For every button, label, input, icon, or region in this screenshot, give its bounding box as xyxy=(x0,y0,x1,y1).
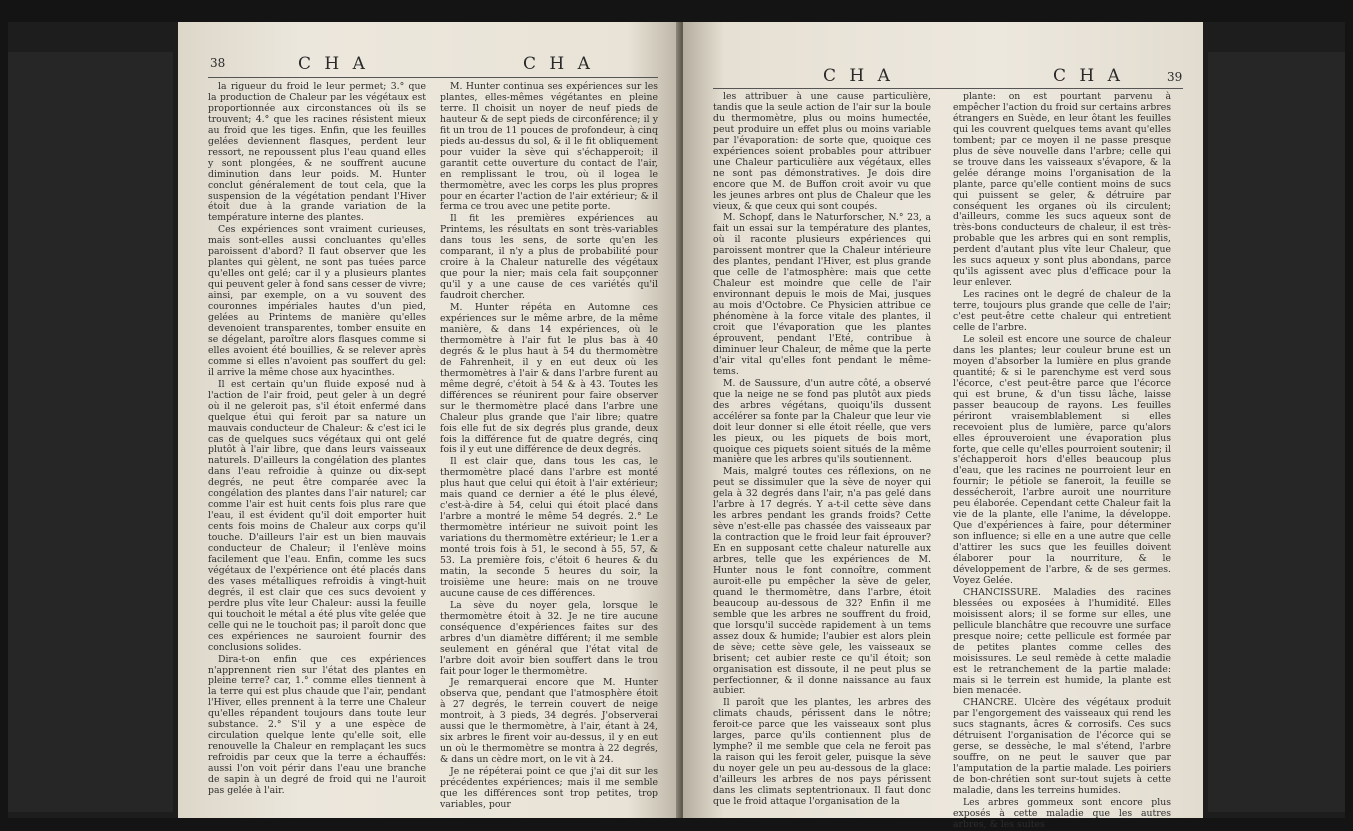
paragraph: M. Hunter répéta en Automne ces expériences sur le même arbre, de la même manière, & dans 14 expériences, où le thermomètre à l'air fut le plus bas à 40 degrés & le plus haut à 54 du thermomètre de Fahrenheit, il y en eut deux où les thermomètres à l'air & dans l'arbre furent au même degré, c'étoit à 54 & à 43. Toutes les différences se réunirent pour faire observer sur le thermomètre placé dans l'arbre une Chaleur plus grande que l'air libre; quatre fois elle fut de six degrés plus grande, deux fois la différence fut de quatre degrés, cinq fois il y eut une différence de deux degrés. xyxy=(440,302,658,456)
left-page-column-1 xyxy=(208,82,426,797)
paragraph: Les arbres gommeux sont encore plus exposés à cette maladie que les autres arbres, & les suites xyxy=(953,797,1171,830)
paragraph: M. de Saussure, d'un autre côté, a observé que la neige ne se fond pas plutôt aux pieds des arbres végétans, quoiqu'ils dussent accélérer sa fonte par la Chaleur que leur vie doit leur donner si elle étoit réelle, que vers les pieux, ou les piquets de bois mort, quoique ces piquets soient situés de la même manière que les arbres qu'ils soutiennent. xyxy=(713,377,931,466)
paragraph: plante: on est pourtant parvenu à empêcher l'action du froid sur certains arbres étrangers en Suède, en leur ôtant les feuilles qui les couvrent quelques tems avant qu'elles tombent; par ce moyen il ne passe presque plus de sève nouvelle dans l'arbre; celle qui se trouve dans les vaisseaux s'évapore, & la gelée dérange moins l'organisation de la plante, parce qu'elle contient moins de sucs qui puissent se geler, & détruire par conséquent les organes où ils circulent; d'ailleurs, comme les sucs aqueux sont de très-bons conducteurs de chaleur, il est très-probable que les arbres qui en sont remplis, perdent d'autant plus vîte leur Chaleur, que les sucs aqueux y sont plus abondans, parce qu'ils agissent avec plus d'efficace pour la leur enlever. xyxy=(953,91,1171,289)
right-page-column-2 xyxy=(953,91,1171,830)
paragraph: la rigueur du froid le leur permet; 3.° que la production de Chaleur par les végétaux est proportionnée aux circonstances où ils se trouvent; 4.° que les racines résistent mieux au froid que les tiges. Enfin, que les feuilles gelées deviennent flasques, perdent leur ressort, ne repoussent plus l'eau quand elles y sont plongées, & ne souffrent aucune diminution dans leur poids. M. Hunter conclut généralement de tout cela, que la suspension de la végétation pendant l'Hiver étoit due à la grande variation de la température interne des plantes. xyxy=(208,81,426,224)
paragraph: M. Schopf, dans le Naturforscher, N.° 23, a fait un essai sur la température des plantes, où il raconte plusieurs expériences qui paroissent montrer que la Chaleur intérieure des plantes, pendant l'Hiver, est plus grande que celle de l'atmosphère: mais que cette Chaleur est moindre que celle de l'air environnant depuis le mois de Mai, jusques au mois d'Octobre. Ce Physicien attribue ce phénomène à la force vitale des plantes, il croit que l'évaporation que les plantes éprouvent, pendant l'Eté, contribue à diminuer leur Chaleur, de même que la perte d'air vital qu'elles font pendant le même-tems. xyxy=(713,212,931,377)
paragraph: Il fit les premières expériences au Printems, les résultats en sont très-variables dans tous les sens, de sorte qu'en les comparant, il n'y a plus de probabilité pour croire à la Chaleur naturelle des végétaux que pour la nier; mais cela fait soupçonner qu'il y a une cause de ces variétés qu'il faudroit chercher. xyxy=(440,213,658,302)
right-page-number: 39 xyxy=(1167,70,1183,84)
paragraph: Je ne répéterai point ce que j'ai dit sur les précédentes expériences; mais il me semble que les différences sont trop petites, trop variables, pour xyxy=(440,766,658,810)
left-page-number: 38 xyxy=(210,56,226,70)
left-running-head-2: C H A xyxy=(523,54,594,74)
paragraph: Je remarquerai encore que M. Hunter observa que, pendant que l'atmosphère étoit à 27 degrés, le terrein couvert de neige montroit, à 3 pieds, 34 degrés. J'observerai aussi que le thermomètre, à l'air, étant à 24, six arbres le firent voir au-dessus, il y en eut un où le thermomètre se montra à 22 degrés, & dans un cèdre mort, on le vit à 24. xyxy=(440,677,658,766)
left-header-rule xyxy=(208,77,658,78)
paragraph: Dira-t-on enfin que ces expériences n'apprennent rien sur l'état des plantes en pleine terre? car, 1.° comme elles tiennent à la terre qui est plus chaude que l'air, pendant l'Hiver, elles prennent à la terre une Chaleur qu'elles répandent toujours dans toute leur substance. 2.° S'il y a une espèce de circulation quelque lente qu'elle soit, elle renouvelle la Chaleur en remplaçant les sucs refroidis par ceux que la terre a échauffés: aussi l'on voit périr dans l'eau une branche de sapin à un degré de froid qui ne l'auroit pas gelée à l'air. xyxy=(208,653,426,796)
paragraph: Les racines ont le degré de chaleur de la terre, toujours plus grande que celle de l'air; c'est peut-être cette chaleur qui entretient celle de l'arbre. xyxy=(953,289,1171,334)
left-running-head-1: C H A xyxy=(298,54,369,74)
left-page-column-2 xyxy=(440,81,658,810)
paragraph: La sève du noyer gela, lorsque le thermomètre étoit à 32. Je ne tire aucune conséquence d'expériences faites sur des arbres d'un diamètre différent; il me semble seulement en général que l'état vital de l'arbre doit avoir bien souffert dans le trou fait pour loger le thermomètre. xyxy=(440,599,658,677)
paragraph: CHANCISSURE. Maladies des racines blessées ou exposées à l'humidité. Elles moisissent alors; il se forme sur elles, une pellicule blanchâtre que recouvre une surface presque noire; cette pellicule est formée par de petites plantes comme celles des moisissures. Le seul remède à cette maladie est le retranchement de la partie malade: mais si le terrein est humide, la plante est bien menacée. xyxy=(953,586,1171,697)
left-book-edge xyxy=(8,52,173,812)
paragraph: les attribuer à une cause particulière, tandis que la seule action de l'air sur la boule du thermomètre, plus ou moins humectée, peut produire un effet plus ou moins variable par l'évaporation: de sorte que, quoique ces expériences soient probables pour attribuer une Chaleur particulière aux végétaux, elles ne sont pas démonstratives. Je dois dire encore que M. de Buffon croit avoir vu que les jeunes arbres ont plus de Chaleur que les vieux, & que ceux qui sont coupés. xyxy=(713,91,931,212)
right-header-rule xyxy=(713,88,1183,89)
paragraph: CHANCRE. Ulcère des végétaux produit par l'engorgement des vaisseaux qui rend les sucs stagnants, âcres & corrosifs. Ces sucs détruisent l'organisation de l'écorce qui se gerse, se dessèche, le mal s'étend, l'arbre souffre, on ne peut le sauver que par l'amputation de la partie malade. Les poiriers de bon-chrétien sont sur-tout sujets à cette maladie, dans les terreins humides. xyxy=(953,697,1171,797)
paragraph: Mais, malgré toutes ces réflexions, on ne peut se dissimuler que la sève de noyer qui gela à 32 degrés dans l'air, n'a pas gelé dans l'arbre à 17 degrés. Y a-t-il cette sève dans les arbres pendant les grands froids? Cette sève n'est-elle pas chassée des vaisseaux par la contraction que le froid leur fait éprouver? En en supposant cette chaleur naturelle aux arbres, telle que les expériences de M. Hunter nous le font connoître, comment auroit-elle pu empêcher la sève de geler, quand le thermomètre, dans l'arbre, étoit beaucoup au-dessous de 32? Enfin il me semble que les arbres ne souffrent du froid, que lorsqu'il succède rapidement à un tems assez doux & humide; l'aubier est alors plein de sève; cette sève gele, les vaisseaux se brisent; cet aubier reste ce qu'il étoit; son organisation est dissoute, il ne peut plus se perfectionner, & il donne naissance au faux aubier. xyxy=(713,466,931,697)
book-spread xyxy=(8,22,1345,830)
right-book-edge xyxy=(1208,52,1345,812)
right-page-column-1 xyxy=(713,92,931,807)
paragraph: M. Hunter continua ses expériences sur les plantes, elles-mêmes végétantes en pleine terre. Il choisit un noyer de neuf pieds de hauteur & de sept pieds de circonférence; il y fit un trou de 11 pouces de profondeur, à cinq pieds au-dessus du sol, & il le fit obliquement pour vuider la sève qui s'échapperoit; il garantit cette ouverture du contact de l'air, en remplissant le trou, où il logea le thermomètre, avec les corps les plus propres pour en écarter l'action de l'air extérieur; & il ferma ce trou avec une petite porte. xyxy=(440,81,658,213)
paragraph: Ces expériences sont vraiment curieuses, mais sont-elles aussi concluantes qu'elles paroissent d'abord? Il faut observer que les plantes qui gèlent, ne sont pas tuées parce qu'elles ont gelé; car il y a plusieurs plantes qui peuvent geler à fond sans cesser de vivre; ainsi, par exemple, on a vu souvent des couronnes impériales hautes d'un pied, gelées au Printems de manière qu'elles devenoient transparentes, tomber ensuite en se dégelant, paroître alors flasques comme si elles avoient été bouillies, & se relever après comme si elles n'avoient pas souffert du gel: il arrive la même chose aux hyacinthes. xyxy=(208,224,426,378)
paragraph: Il est certain qu'un fluide exposé nud à l'action de l'air froid, peut geler à un degré où il ne geleroit pas, s'il étoit enfermé dans quelque étui qui feroit par sa nature un mauvais conducteur de Chaleur: & c'est ici le cas de quelques sucs végétaux qui ont gelé plutôt à l'air libre, que dans leurs vaisseaux naturels. D'ailleurs la congélation des plantes dans l'eau refroidie à quinze ou dix-sept degrés, ne peut être comparée avec la congélation des plantes dans l'air naturel; car comme l'air est huit cents fois plus rare que l'eau, il est évident qu'il doit emporter huit cents fois moins de Chaleur aux corps qu'il touche. D'ailleurs l'air est un bien mauvais conducteur de Chaleur; il l'enlève moins facilement que l'eau. Enfin, comme les sucs végétaux de l'expérience ont été placés dans des vases métalliques refroidis à vingt-huit degrés, il est clair que ces sucs devoient y perdre plus vîte leur Chaleur: aussi la feuille qui touchoit le métal a été plus vîte gelée que celle qui ne le touchoit pas; il paroît donc que ces expériences ne sauroient fournir des conclusions solides. xyxy=(208,378,426,653)
right-page xyxy=(683,22,1203,830)
paragraph: Il est clair que, dans tous les cas, le thermomètre placé dans l'arbre est monté plus haut que celui qui étoit à l'air extérieur; mais quand ce dernier a été le plus élevé, c'est-à-dire à 54, celui qui étoit placé dans l'arbre a montré le même 54 degrés. 2.° Le thermomètre intérieur ne suivoit point les variations du thermomètre extérieur; le 1.er a monté trois fois à 51, le second à 55, 57, & 53. La première fois, c'étoit 6 heures & du matin, la seconde 5 heures du soir, la troisième une heure: mais on ne trouve aucune cause de ces différences. xyxy=(440,456,658,599)
right-running-head-2: C H A xyxy=(1053,66,1124,86)
paragraph: Le soleil est encore une source de chaleur dans les plantes; leur couleur brune est un moyen d'absorber la lumière en plus grande quantité; & si le parenchyme est verd sous l'écorce, c'est peut-être parce que l'écorce qui est brune, & d'un tissu lâche, laisse passer beaucoup de rayons. Les feuilles périront vraisemblablement si elles recevoient plus de lumière, parce qu'alors elles éprouveroient une évaporation plus forte, que celle qu'elles pourroient soutenir; il s'échapperoit hors d'elles beaucoup plus d'eau, que les racines ne pourroient leur en fournir; le pétiole se faneroit, la feuille se dessécheroit, l'arbre auroit une nourriture peu élaborée. Cependant cette Chaleur fait la vie de la plante, elle l'anime, la développe. Que d'expériences à faire, pour déterminer son influence; si elle en a une autre que celle d'attirer les sucs que les feuilles doivent élaborer pour la nourriture, & le développement de l'arbre, & de ses germes. Voyez Gelée. xyxy=(953,333,1171,586)
paragraph: Il paroît que les plantes, les arbres des climats chauds, périssent dans le nôtre; feroit-ce parce que les vaisseaux sont plus larges, parce qu'ils contiennent plus de lymphe? il me semble que cela ne feroit pas la raison qui les feroit geler, puisque la sève du noyer gele un peu au-dessous de la glace: d'ailleurs les arbres de nos pays périssent dans les climats septentrionaux. Il faut donc que le froid attaque l'organisation de la xyxy=(713,697,931,807)
left-page xyxy=(178,22,678,818)
right-running-head-1: C H A xyxy=(823,66,894,86)
